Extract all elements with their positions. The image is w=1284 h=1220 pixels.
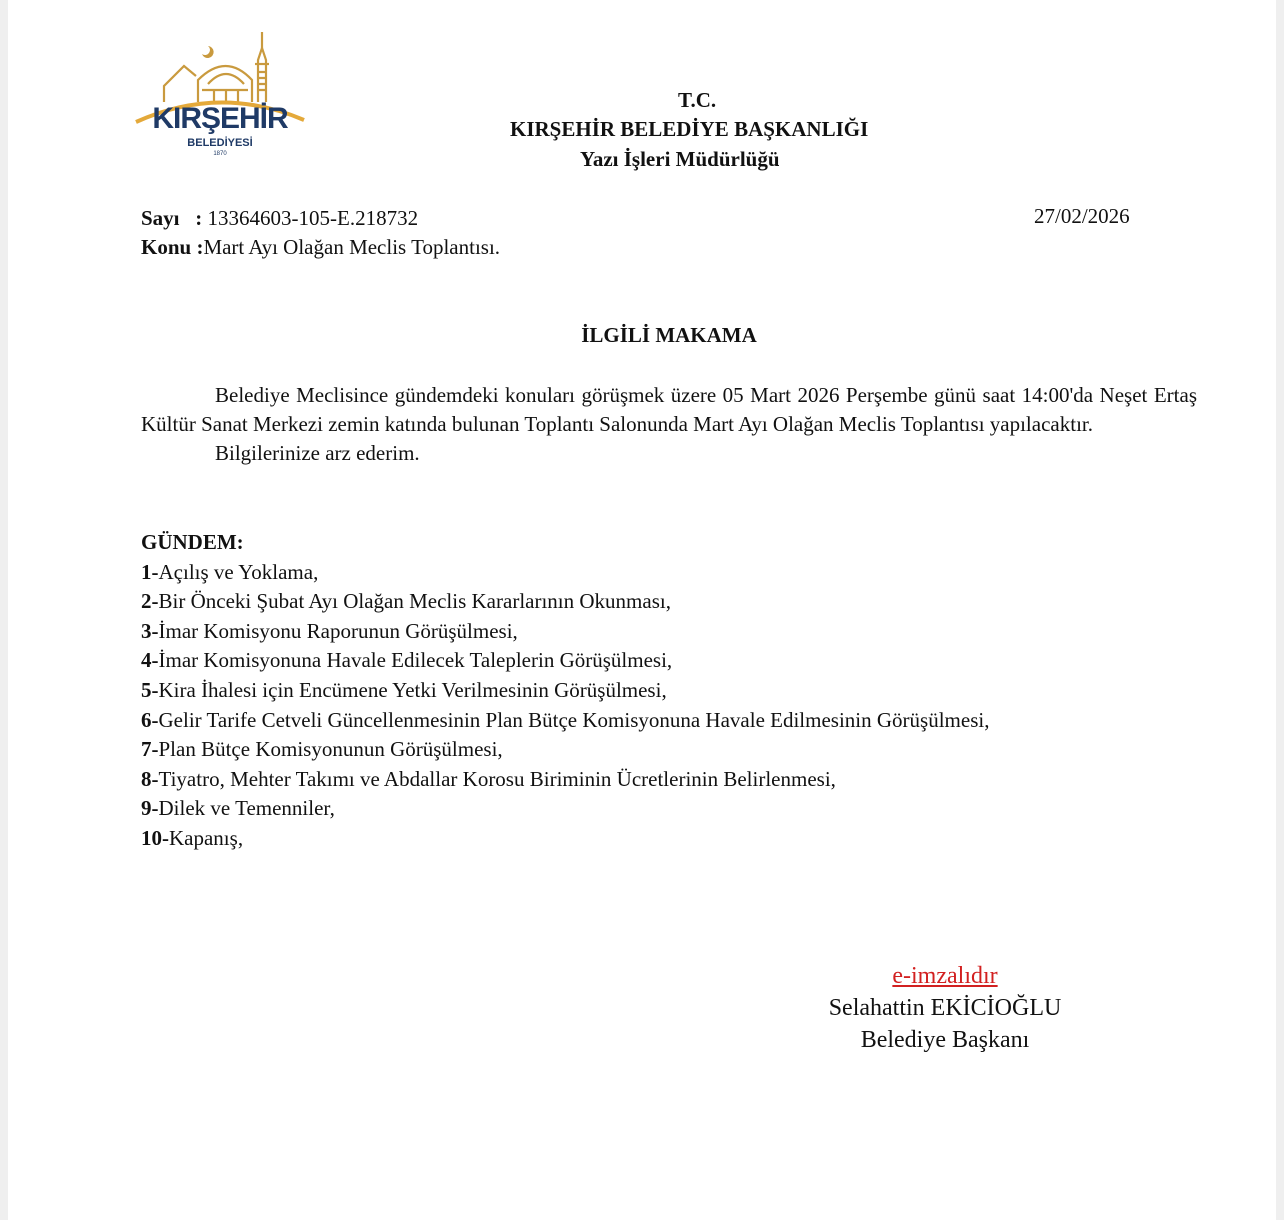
agenda-item-number: 1-	[141, 559, 159, 584]
agenda-item-number: 9-	[141, 796, 159, 821]
agenda-item-text: Gelir Tarife Cetveli Güncellenmesinin Plan Bütçe Komisyonuna Havale Edilmesinin Görüşülmesi,	[158, 707, 990, 732]
agenda-item-text: Dilek ve Temenniler,	[158, 796, 335, 821]
agenda-item-number: 6-	[141, 707, 159, 732]
agenda-item-number: 7-	[141, 737, 159, 762]
agenda-item	[141, 646, 989, 676]
letter-body	[141, 381, 1197, 468]
agenda-item-number: 3-	[141, 618, 159, 643]
header-organization: KIRŞEHİR BELEDİYE BAŞKANLIĞI	[510, 117, 869, 141]
agenda-item	[141, 765, 989, 795]
subject-row	[141, 233, 500, 262]
agenda-item-number: 2-	[141, 589, 159, 614]
logo-subtitle: BELEDİYESİ	[187, 137, 253, 149]
agenda-item-text: Tiyatro, Mehter Takımı ve Abdallar Korosu Biriminin Ücretlerinin Belirlenmesi,	[158, 766, 836, 791]
body-paragraph: Belediye Meclisince gündemdeki konuları görüşmek üzere 05 Mart 2026 Perşembe günü saat 14:00'da Neşet Ertaş Kültür Sanat Merkezi zemin katında bulunan Toplantı Salonunda Mart Ayı Olağan Meclis Toplantısı yapılacaktır.	[141, 383, 1197, 436]
agenda-item-text: İmar Komisyonu Raporunun Görüşülmesi,	[158, 618, 518, 643]
signatory-name: Selahattin EKİCİOĞLU	[828, 995, 1062, 1021]
agenda-item-text: Kira İhalesi için Encümene Yetki Verilmesinin Görüşülmesi,	[158, 677, 667, 702]
header-department: Yazı İşleri Müdürlüğü	[580, 147, 780, 171]
agenda-item	[141, 676, 989, 706]
agenda-item-number: 10-	[141, 825, 169, 850]
agenda-item-text: Bir Önceki Şubat Ayı Olağan Meclis Kararlarının Okunması,	[158, 589, 671, 614]
reference-number-label: Sayı :	[141, 206, 203, 230]
page-edge-right	[1276, 0, 1284, 1220]
signature-block	[780, 960, 1110, 1056]
agenda-item	[141, 824, 989, 854]
agenda-title: GÜNDEM:	[141, 530, 244, 554]
municipality-logo	[134, 24, 306, 164]
signatory-title: Belediye Başkanı	[860, 1027, 1030, 1053]
page-edge-left	[0, 0, 8, 1220]
subject-value: Mart Ayı Olağan Meclis Toplantısı.	[203, 235, 501, 259]
agenda-item	[141, 735, 989, 765]
letter-date: 27/02/2026	[1034, 204, 1130, 228]
logo-year: 1870	[213, 151, 227, 157]
agenda-item	[141, 794, 989, 824]
agenda-item-number: 4-	[141, 648, 159, 673]
agenda-item-number: 5-	[141, 677, 159, 702]
agenda-item-text: Plan Bütçe Komisyonunun Görüşülmesi,	[158, 737, 503, 762]
header-republic: T.C.	[678, 88, 717, 112]
letter-meta	[141, 204, 500, 262]
body-closing: Bilgilerinize arz ederim.	[215, 441, 420, 465]
e-signature-status: e-imzalıdır	[892, 963, 998, 989]
reference-number-row	[141, 204, 500, 233]
subject-label: Konu :	[141, 235, 204, 259]
agenda-item	[141, 558, 989, 588]
agenda-item-text: İmar Komisyonuna Havale Edilecek Taleplerin Görüşülmesi,	[158, 648, 673, 673]
agenda-item	[141, 587, 989, 617]
agenda-item-text: Kapanış,	[169, 825, 244, 850]
agenda-item	[141, 706, 989, 736]
agenda-item	[141, 617, 989, 647]
addressee: İLGİLİ MAKAMA	[581, 323, 757, 347]
reference-number-value: 13364603-105-E.218732	[202, 206, 419, 230]
logo-city-name: KIRŞEHİR	[152, 102, 288, 135]
agenda-item-number: 8-	[141, 766, 159, 791]
agenda	[141, 528, 989, 854]
agenda-item-text: Açılış ve Yoklama,	[158, 559, 319, 584]
